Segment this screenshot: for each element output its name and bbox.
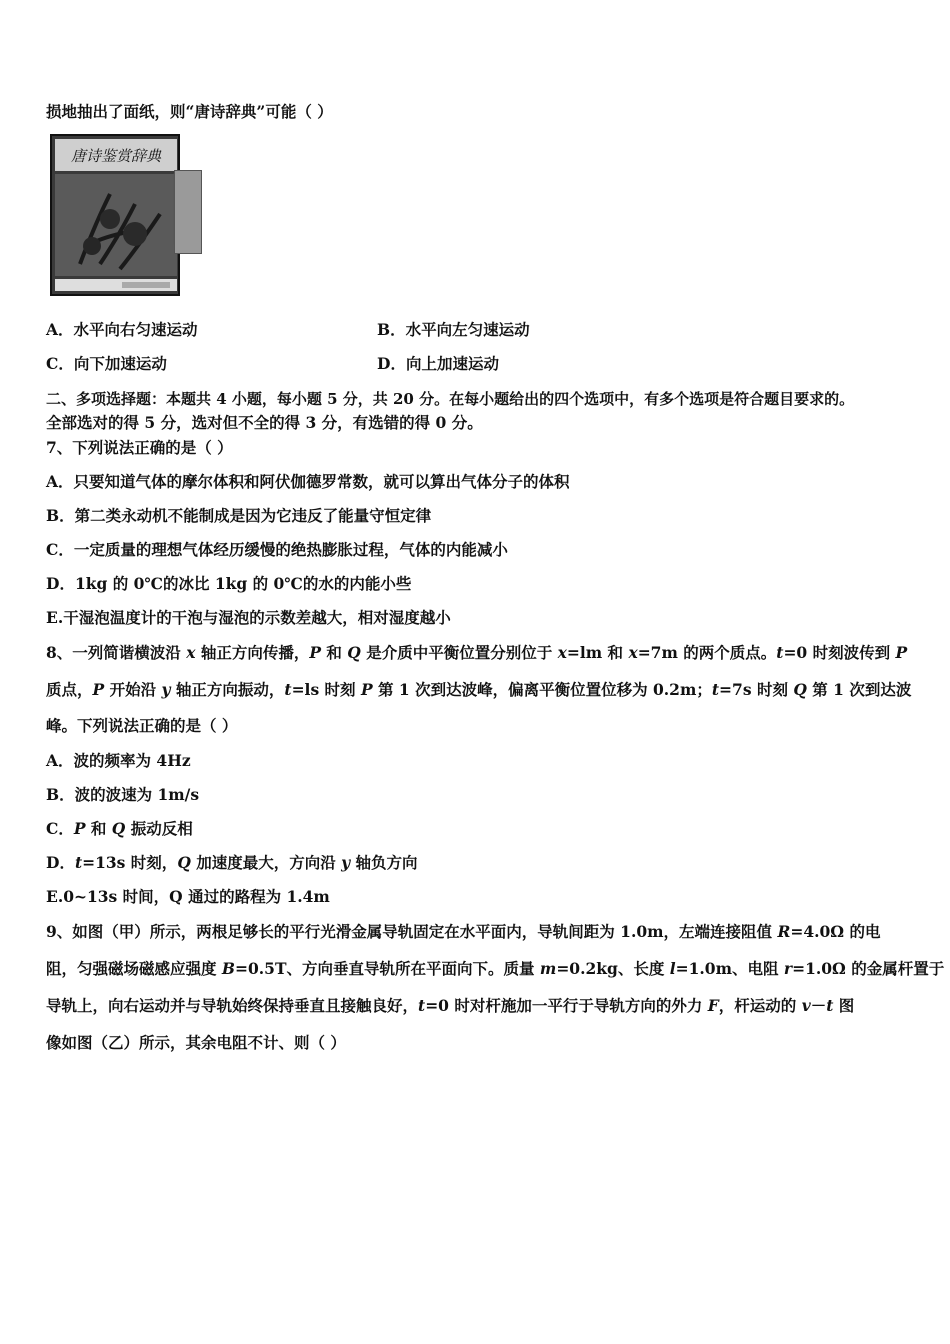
q8-option-e: E.0~13s 时间，Q 通过的路程为 1.4m [46,887,330,906]
q8-stem-line3: 峰。下列说法正确的是（ ） [46,716,238,735]
section2-line2: 全部选对的得 5 分，选对但不全的得 3 分，有选错的得 0 分。 [46,413,483,432]
q6-option-c: C．向下加速运动 [46,354,167,373]
q6-option-d: D．向上加速运动 [377,354,499,373]
book-figure [50,134,182,296]
q8-option-d: D．t=13s 时刻，Q 加速度最大，方向沿 y 轴负方向 [46,853,418,872]
q6-option-a: A．水平向右匀速运动 [46,320,198,339]
q8-option-b: B．波的波速为 1m/s [46,785,200,804]
q9-stem-line3: 导轨上，向右运动并与导轨始终保持垂直且接触良好，t=0 时对杆施加一平行于导轨方向的外力 F，杆运动的 v－t 图 [46,996,855,1015]
q6-option-b: B．水平向左匀速运动 [377,320,530,339]
q8-option-c: C．P 和 Q 振动反相 [46,819,193,838]
q7-stem: 7、下列说法正确的是（ ） [46,438,233,457]
q7-option-d: D．1kg 的 0℃的冰比 1kg 的 0℃的水的内能小些 [46,574,412,593]
q8-stem-line1: 8、一列简谐横波沿 x 轴正方向传播，P 和 Q 是介质中平衡位置分别位于 x=lm 和 x=7m 的两个质点。t=0 时刻波传到 P [46,643,908,662]
pulled-paper [174,170,202,254]
q9-stem-line1: 9、如图（甲）所示，两根足够长的平行光滑金属导轨固定在水平面内，导轨间距为 1.0m，左端连接阻值 R=4.0Ω 的电 [46,922,881,941]
section2-line1: 二、多项选择题：本题共 4 小题，每小题 5 分，共 20 分。在每小题给出的四个选项中，有多个选项是符合题目要求的。 [46,390,855,408]
q7-option-c: C．一定质量的理想气体经历缓慢的绝热膨胀过程，气体的内能减小 [46,540,508,559]
q8-option-a: A．波的频率为 4Hz [46,751,191,770]
q9-stem-line4: 像如图（乙）所示，其余电阻不计、则（ ） [46,1033,346,1052]
q9-stem-line2: 阻，匀强磁场磁感应强度 B=0.5T、方向垂直导轨所在平面向下。质量 m=0.2kg、长度 l=1.0m、电阻 r=1.0Ω 的金属杆置于 [46,959,945,978]
q8-stem-line2: 质点，P 开始沿 y 轴正方向振动，t=ls 时刻 P 第 1 次到达波峰，偏离平衡位置位移为 0.2m；t=7s 时刻 Q 第 1 次到达波 [46,680,912,699]
intro-line: 损地抽出了面纸，则“唐诗辞典”可能（ ） [46,102,333,121]
q7-option-b: B．第二类永动机不能制成是因为它违反了能量守恒定律 [46,506,432,525]
q7-option-e: E.干湿泡温度计的干泡与湿泡的示数差越大，相对湿度越小 [46,608,451,627]
book-title: 唐诗鉴赏辞典 [70,147,162,165]
q7-option-a: A．只要知道气体的摩尔体积和阿伏伽德罗常数，就可以算出气体分子的体积 [46,472,570,491]
